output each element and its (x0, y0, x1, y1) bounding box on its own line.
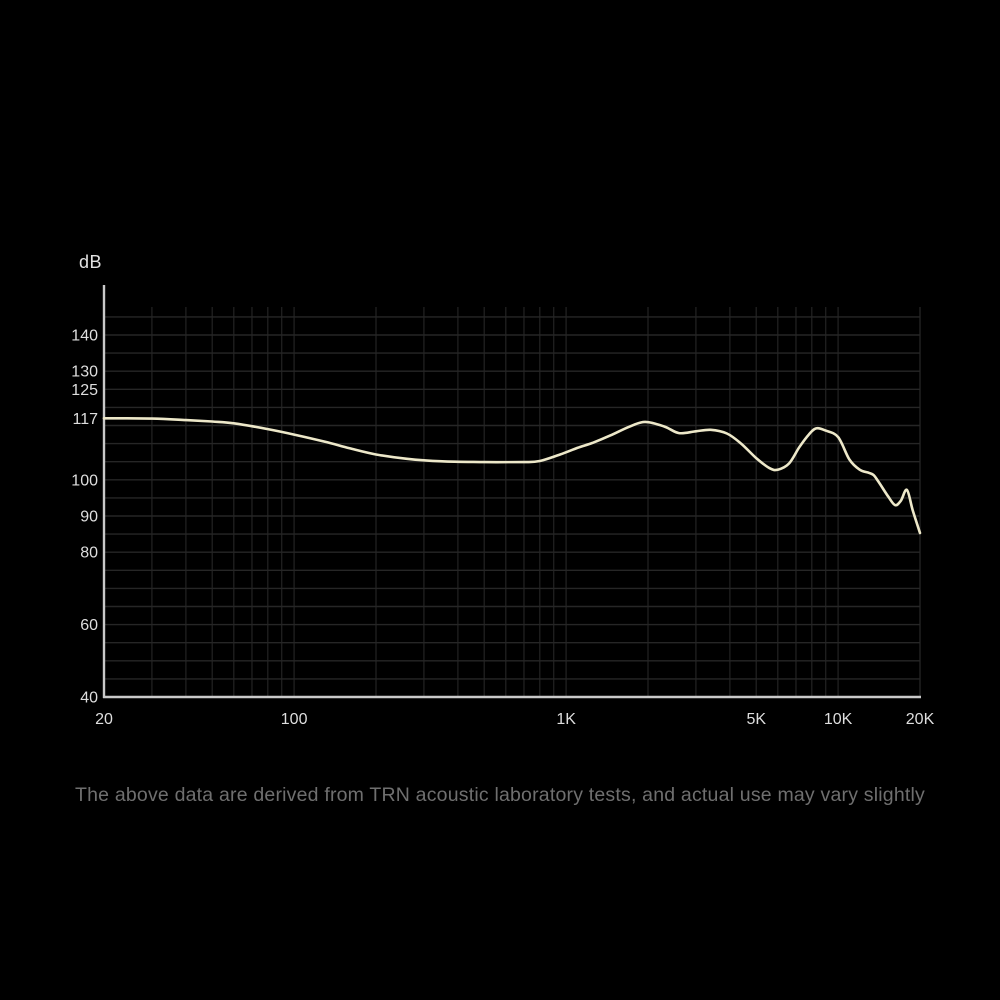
y-axis-tick-label: 40 (80, 689, 98, 707)
y-axis-tick-label: 125 (71, 381, 98, 399)
x-axis-tick-label: 1K (556, 711, 576, 728)
y-axis-unit-label: dB (79, 252, 103, 272)
x-axis-tick-label: 10K (823, 711, 853, 728)
chart-caption: The above data are derived from TRN acoustic laboratory tests, and actual use may vary slightly (75, 784, 925, 806)
y-axis-tick-label: 117 (72, 410, 98, 428)
y-axis-tick-label: 80 (80, 544, 98, 562)
y-axis-tick-label: 100 (71, 472, 98, 490)
x-axis-tick-label: 20 (95, 711, 113, 728)
x-axis-tick-label: 20K (905, 711, 935, 728)
y-axis-tick-label: 140 (71, 327, 98, 345)
y-axis-tick-label: 130 (71, 363, 98, 381)
x-axis-tick-label: 100 (280, 711, 308, 728)
y-axis-tick-label: 90 (80, 508, 98, 526)
x-axis-tick-label: 5K (746, 711, 767, 728)
y-axis-tick-label: 60 (80, 617, 98, 635)
